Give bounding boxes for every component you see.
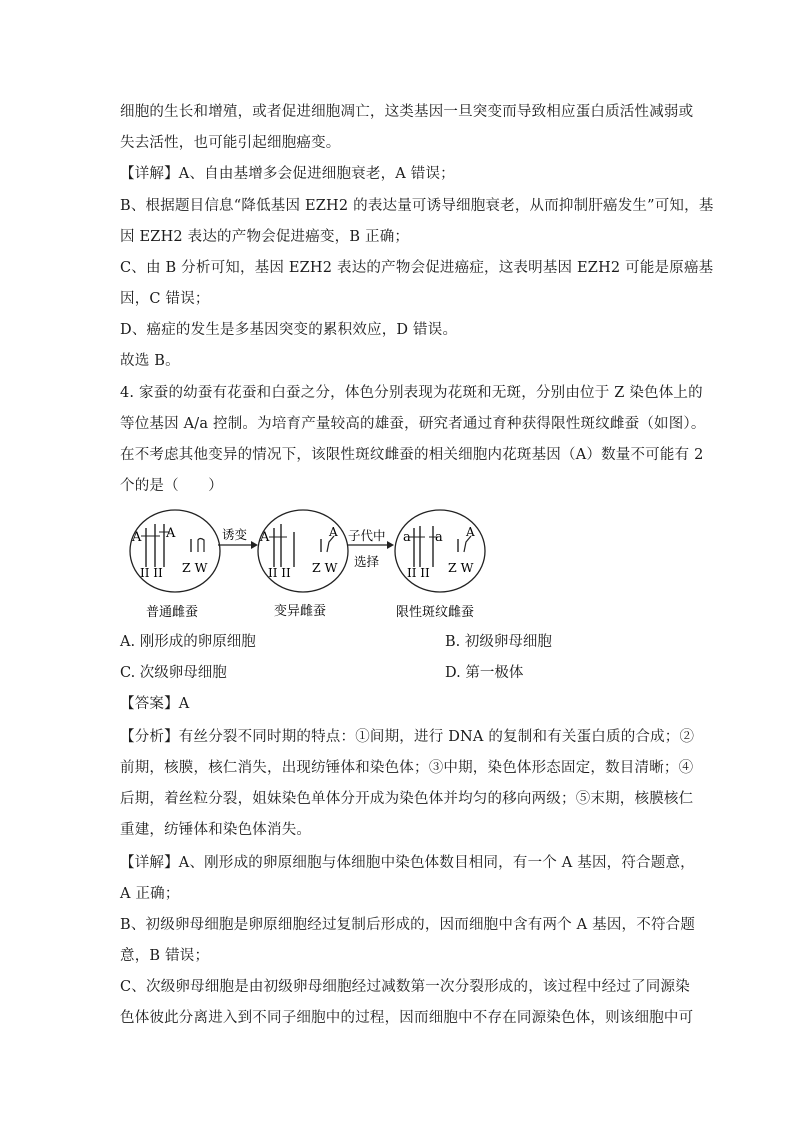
text-line: 失去活性，也可能引起细胞癌变。 — [120, 135, 341, 151]
gene-label: A — [132, 530, 142, 545]
autosome-label: II II — [140, 566, 163, 580]
analysis-line: 重建，纺锤体和染色体消失。 — [120, 822, 312, 838]
figure-caption: 限性斑纹雌蚕 — [396, 605, 475, 620]
gene-label: a — [403, 530, 411, 545]
option-c: C. 次级卵母细胞 — [120, 665, 227, 681]
detail-line: 意，B 错误； — [120, 948, 210, 964]
detail-line: A 正确； — [120, 886, 180, 902]
figure-caption: 变异雌蚕 — [274, 604, 327, 619]
option-b: B. 初级卵母细胞 — [445, 634, 552, 650]
arrow-label: 选择 — [354, 554, 380, 569]
sex-chrom-label: Z W — [312, 560, 338, 575]
analysis-line: 【分析】有丝分裂不同时期的特点：①间期，进行 DNA 的复制和有关蛋白质的合成；② — [120, 729, 695, 745]
gene-label: A — [166, 526, 176, 541]
text-line: B、根据题目信息“降低基因 EZH2 的表达量可诱导细胞衰老，从而抑制肝癌发生”可知，基 — [120, 198, 714, 214]
answer-line: 【答案】A — [120, 696, 190, 712]
arrow-label: 子代中 — [348, 528, 386, 543]
detail-line: 【详解】A、刚形成的卵原细胞与体细胞中染色体数目相同，有一个 A 基因，符合题意， — [120, 855, 695, 871]
question-stem: 个的是（ ） — [120, 478, 223, 494]
gene-label: A — [466, 525, 475, 539]
analysis-line: 前期，核膜，核仁消失，出现纺锤体和染色体；③中期，染色体形态固定，数目清晰；④ — [120, 760, 694, 776]
cell-normal-female — [130, 510, 220, 592]
detail-line: 色体彼此分离进入到不同子细胞中的过程，因而细胞中不存在同源染色体，则该细胞中可 — [120, 1010, 694, 1026]
text-line: D、癌症的发生是多基因突变的累积效应，D 错误。 — [120, 322, 458, 338]
option-a: A. 刚形成的卵原细胞 — [120, 634, 256, 650]
gene-label: A — [260, 530, 270, 545]
question-stem: 在不考虑其他变异的情况下，该限性斑纹雌蚕的相关细胞内花斑基因（A）数量不可能有 2 — [120, 447, 704, 463]
analysis-line: 后期，着丝粒分裂，姐妹染色单体分开成为染色体并均匀的移向两级；⑤末期，核膜核仁 — [120, 791, 694, 807]
cell-sex-limited-female — [395, 510, 485, 592]
text-line: 故选 B。 — [120, 353, 180, 369]
autosome-label: II II — [407, 566, 430, 580]
gene-label: a — [435, 530, 443, 545]
sex-chrom-label: Z W — [182, 560, 208, 575]
text-line: 因，C 错误； — [120, 291, 210, 307]
text-line: 因 EZH2 表达的产物会促进癌变，B 正确； — [120, 229, 410, 245]
text-line: 细胞的生长和增殖，或者促进细胞凋亡，这类基因一旦突变而导致相应蛋白质活性减弱或 — [120, 104, 694, 120]
arrow-label: 诱变 — [222, 527, 248, 542]
question-stem: 等位基因 A/a 控制。为培育产量较高的雄蚕，研究者通过育种获得限性斑纹雌蚕（如图）。 — [120, 416, 706, 432]
gene-label: A — [329, 525, 338, 539]
sex-chrom-label: Z W — [448, 560, 474, 575]
cell-mutant-female — [258, 510, 348, 592]
autosome-label: II II — [268, 566, 291, 580]
question-stem: 4. 家蚕的幼蚕有花蚕和白蚕之分，体色分别表现为花斑和无斑，分别由位于 Z 染色体上的 — [120, 385, 703, 401]
detail-line: B、初级卵母细胞是卵原细胞经过复制后形成的，因而细胞中含有两个 A 基因，不符合题 — [120, 917, 696, 933]
chromosome-figure — [118, 504, 490, 622]
option-d: D. 第一极体 — [445, 665, 524, 681]
text-line: C、由 B 分析可知，基因 EZH2 表达的产物会促进癌症，这表明基因 EZH2 可能是原癌基 — [120, 260, 714, 276]
detail-line: C、次级卵母细胞是由初级卵母细胞经过减数第一次分裂形成的，该过程中经过了同源染 — [120, 979, 690, 995]
figure-caption: 普通雌蚕 — [146, 605, 199, 620]
text-line: 【详解】A、自由基增多会促进细胞衰老，A 错误； — [120, 166, 455, 182]
